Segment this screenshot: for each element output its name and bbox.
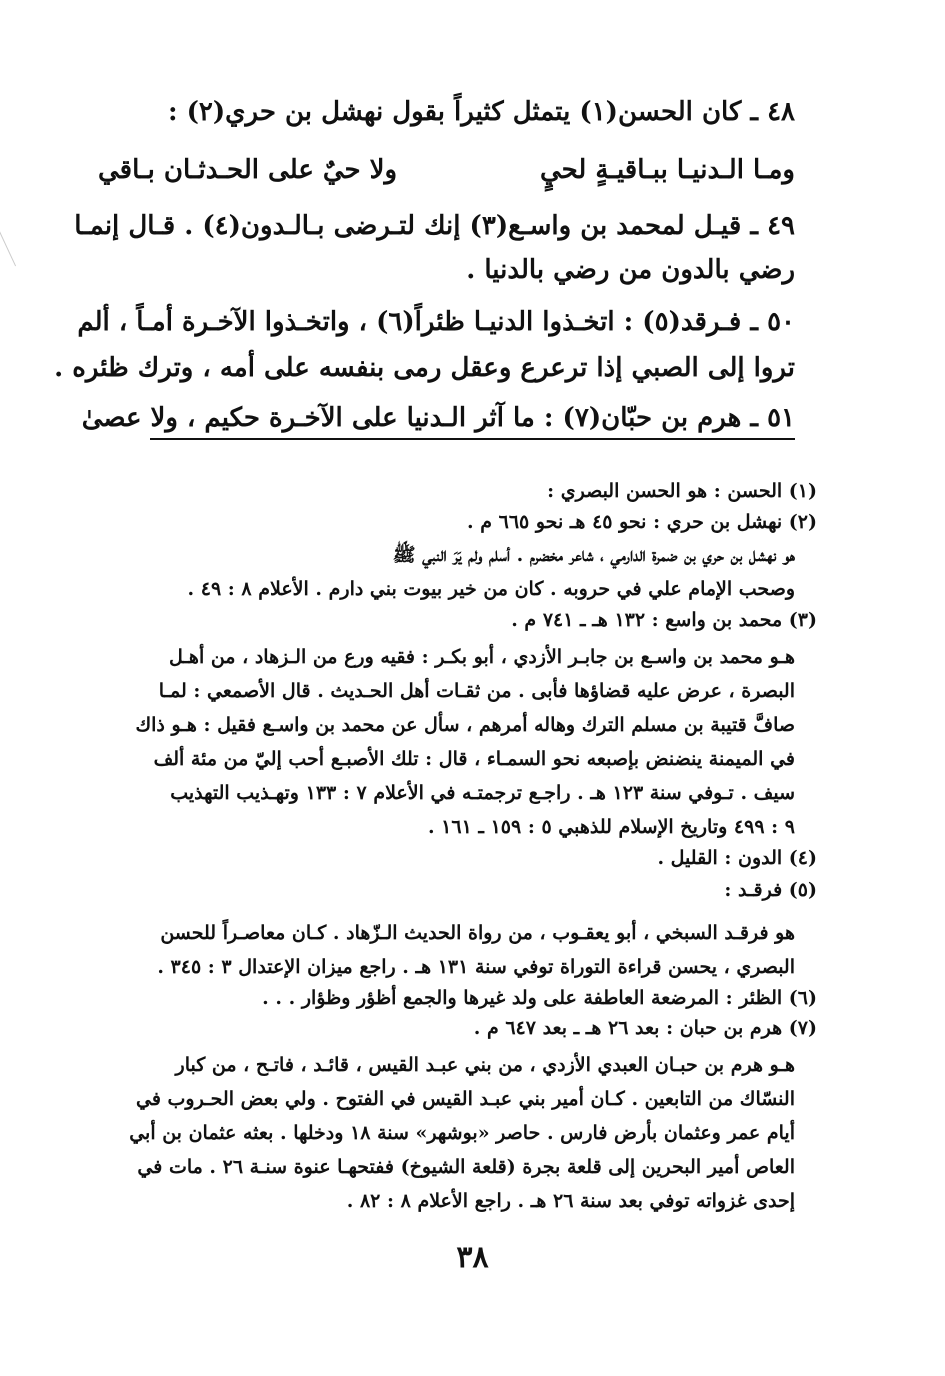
main-line-49-cont: رضي بالدون من رضي بالدنيا .	[466, 255, 795, 285]
footnote-3-body: في الميمنة ينضنض بإصبعه نحو السمـاء ، قال : تلك الأصبـع أحب إليّ من مئة ألف	[153, 748, 795, 770]
footnote-1: (١) الحسن : هو الحسن البصري :	[547, 480, 817, 502]
main-line-50-cont: تروا إلى الصبي إذا ترعرع وعقل رمى بنفسه على أمه ، وترك ظئره .	[54, 353, 795, 383]
scan-margin-mark	[0, 224, 29, 267]
footnote-3-body: ٩ : ٤٩٩ وتاريخ الإسلام للذهبي ٥ : ١٥٩ ـ ١٦١ .	[427, 816, 795, 838]
page-number: ٣٨	[456, 1240, 489, 1275]
footnote-3-body: هـو محمد بن واسـع بن جابـر الأزدي ، أبو بكـر : فقيه ورع من الـزهاد ، من أهـل	[168, 646, 795, 668]
footnote-6: (٦) الظئر : المرضعة العاطفة على ولد غيرها والجمع أظؤر وظؤار . . .	[262, 987, 817, 1009]
footnote-3-body: البصرة ، عرض عليه قضاؤها فأبى . من ثقـات أهل الحـديث . قال الأصمعي : لمـا	[158, 680, 795, 702]
verse	[98, 150, 795, 190]
footnote-5: (٥) فرقـد :	[724, 879, 817, 901]
footnote-5-body: هو فرقـد السبخي ، أبو يعقـوب ، من رواة الحديث الـزّهاد . كـان معاصـراً للحسن	[160, 922, 795, 944]
footnote-7-body: إحدى غزواته توفي بعد سنة ٢٦ هـ . راجع الأعلام ٨ : ٨٢ .	[346, 1190, 795, 1212]
main-line-49: ٤٩ ـ قيـل لمحمد بن واسـع(٣) إنك لتـرضى بـالـدون(٤) . قـال إنمـا	[74, 211, 795, 241]
footnote-2: (٢) نهشل بن حري : نحو ٤٥ هـ نحو ٦٦٥ م .	[467, 511, 817, 533]
footnote-2-body: وصحب الإمام علي في حروبه . كان من خير بيوت بني دارم . الأعلام ٨ : ٤٩ .	[187, 578, 795, 600]
footnote-separator	[150, 438, 795, 440]
footnote-7-body: أيام عمر وعثمان بأرض فارس . حاصر «بوشهر» سنة ١٨ ودخلها . بعثه عثمان بن أبي	[129, 1122, 795, 1144]
footnote-4: (٤) الدون : القليل .	[657, 847, 817, 869]
footnote-3: (٣) محمد بن واسع : ١٣٢ هـ ـ ٧٤١ م .	[511, 609, 817, 631]
verse-second-hemistich: ولا حيٌ على الحـدثـان بـاقي	[98, 155, 398, 185]
main-line-50: ٥٠ ـ فـرقد(٥) : اتخـذوا الدنيـا ظئراً(٦) ، واتخـذوا الآخـرة أمـاً ، ألم	[77, 307, 795, 337]
footnote-7: (٧) هرم بن حبان : بعد ٢٦ هـ ـ بعد ٦٤٧ م .	[473, 1017, 817, 1039]
footnote-7-body: العاص أمير البحرين إلى قلعة بجرة (قلعة الشيوخ) ففتحهـا عنوة سنـة ٢٦ . مات في	[137, 1156, 795, 1178]
footnote-3-body: سيف . تـوفي سنة ١٢٣ هـ . راجـع ترجمتـه في الأعلام ٧ : ١٣٣ وتهـذيب التهذيب	[170, 782, 795, 804]
main-line-51: ٥١ ـ هرم بن حبّان(٧) : ما آثر الـدنيا على الآخـرة حكيم ، ولا عصىٰ	[81, 403, 795, 433]
footnote-7-body: هـو هرم بن حبـان العبدي الأزدي ، من بني عبـد القيس ، قائـد ، فاتـح ، من كبار	[175, 1054, 795, 1076]
footnote-7-body: النسّاك من التابعين . كـان أمير بني عبـد القيس في الفتوح . ولي بعض الحـروب في	[136, 1088, 795, 1110]
verse-first-hemistich: ومـا الـدنيـا ببـاقيـةٍ لحيٍ	[539, 155, 795, 185]
footnote-2-body: هو نهشل بن حري بن ضمرة الدارمي ، شاعر مخضرم . أسلم ولم يَرَ النبي ﷺ	[392, 544, 795, 566]
footnote-3-body: صافَّ قتيبة بن مسلم الترك وهاله أمرهم ، سأل عن محمد بن واسـع فقيل : هـو ذاك	[135, 714, 795, 736]
footnote-5-body: البصري ، يحسن قراءة التوراة توفي سنة ١٣١ هـ . راجع ميزان الإعتدال ٣ : ٣٤٥ .	[157, 956, 795, 978]
main-line-48: ٤٨ ـ كان الحسن(١) يتمثل كثيراً بقول نهشل بن حري(٢) :	[167, 97, 795, 127]
